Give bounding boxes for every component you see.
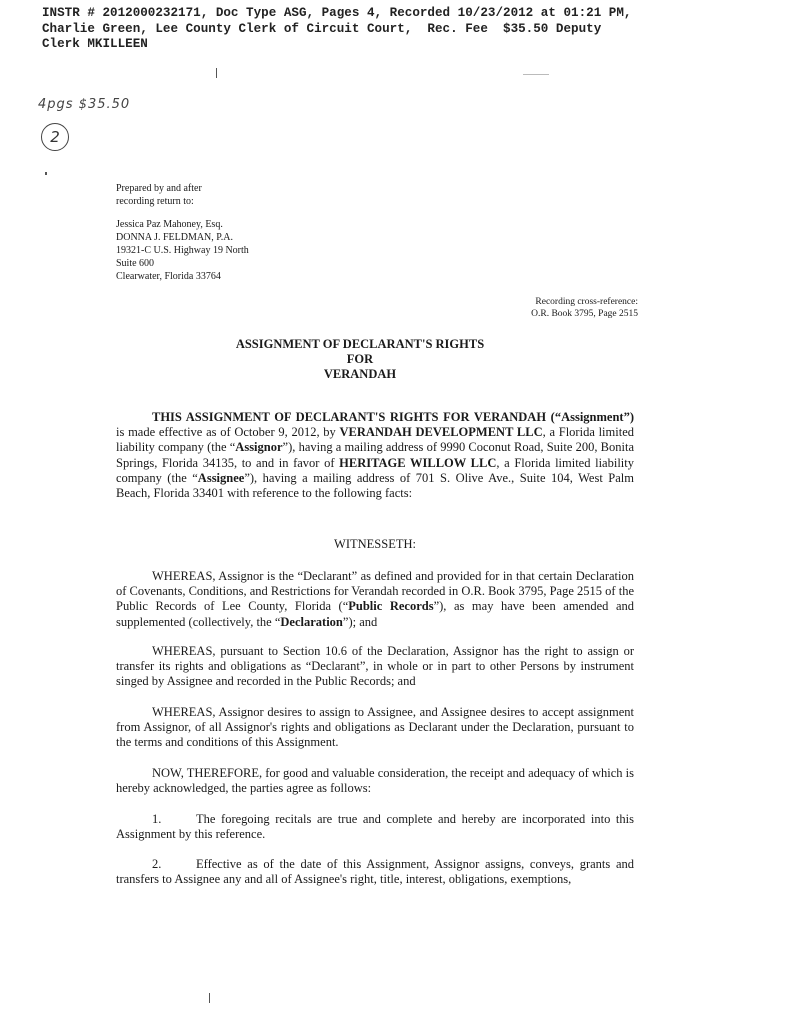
public-records-term: Public Records	[348, 599, 434, 614]
intro-text: ”), having a mailing address of 9990 Coconut Road, Suite 200, Bonita Springs, Florida 34135, to and in favor of	[116, 440, 634, 470]
prepared-by-block	[116, 182, 376, 208]
assignment-term: (“Assignment”)	[550, 410, 634, 424]
clause-1	[116, 812, 634, 842]
intro-text: , a Florida limited liability company (the “	[116, 455, 634, 485]
stamp-line-1: INSTR # 2012000232171, Doc Type ASG, Pages 4, Recorded 10/23/2012 at 01:21 PM,	[42, 6, 632, 20]
cross-reference-book: O.R. Book 3795, Page 2515	[531, 309, 638, 319]
clause-text: Effective as of the date of this Assignment, Assignor assigns, conveys, grants and transfers to Assignee any and all of Assignee's right, title, interest, obligations, exemptions,	[116, 857, 634, 887]
now-therefore-paragraph: NOW, THEREFORE, for good and valuable consideration, the receipt and adequacy of which is hereby acknowledged, the parties agree as follows:	[116, 766, 634, 796]
whereas-text: ”), as may have been amended and supplemented (collectively, the “	[116, 599, 634, 629]
clause-number: 1.	[152, 812, 162, 826]
address-line: 19321-C U.S. Highway 19 North	[116, 245, 249, 256]
intro-text: ”), having a mailing address of 701 S. Olive Ave., Suite 104, West Palm Beach, Florida 33401 with reference to the following facts:	[116, 470, 634, 501]
title-line-3: VERANDAH	[323, 367, 397, 381]
address-line: Clearwater, Florida 33764	[116, 271, 221, 282]
assignor-term: Assignor	[235, 440, 283, 455]
address-line: Jessica Paz Mahoney, Esq.	[116, 219, 223, 230]
return-address-block	[116, 218, 376, 283]
clause-text: The foregoing recitals are true and complete and hereby are incorporated into this Assignment by this reference.	[116, 812, 634, 842]
document-title	[150, 337, 570, 382]
assignee-name: HERITAGE WILLOW LLC	[339, 455, 497, 470]
whereas-paragraph-3: WHEREAS, Assignor desires to assign to Assignee, and Assignee desires to accept assignment from Assignor, of all Assignor's rights and obligations as Declarant under the Declaration, pursuant to the terms and conditions of this Assignment.	[116, 705, 634, 750]
stamp-line-2: Charlie Green, Lee County Clerk of Circuit Court, Rec. Fee $35.50 Deputy	[42, 21, 602, 36]
cross-reference	[420, 296, 638, 320]
scan-mark	[209, 993, 210, 1003]
title-line-2: FOR	[346, 352, 374, 366]
declaration-term: Declaration	[280, 614, 343, 629]
scan-mark	[216, 68, 217, 78]
clause-number: 2.	[152, 857, 162, 871]
handwritten-circled-number: 2	[41, 123, 69, 151]
intro-text: is made effective as of October 9, 2012, by	[116, 425, 340, 440]
prepared-by-line-1: Prepared by and after	[116, 183, 202, 194]
address-line: DONNA J. FELDMAN, P.A.	[116, 232, 233, 243]
stamp-line-3: Clerk MKILLEEN	[42, 37, 148, 51]
scan-mark	[523, 74, 549, 75]
assignee-term: Assignee	[197, 470, 245, 485]
intro-lead: THIS ASSIGNMENT OF DECLARANT'S RIGHTS FOR VERANDAH	[152, 410, 547, 424]
prepared-by-line-2: recording return to:	[116, 196, 194, 207]
address-line: Suite 600	[116, 258, 155, 269]
scan-mark	[45, 172, 47, 175]
intro-text: , a Florida limited liability company (the “	[116, 425, 635, 455]
handwritten-fee-note: 4pgs $35.50	[38, 97, 131, 112]
whereas-paragraph-2: WHEREAS, pursuant to Section 10.6 of the Declaration, Assignor has the right to assign or transfer its rights and obligations as “Declarant”, in whole or in part to other Persons by instrument singed by Assignee and recorded in the Public Records; and	[116, 644, 634, 689]
whereas-text: WHEREAS, Assignor is the “Declarant” as defined and provided for in that certain Declaration of Covenants, Conditions, and Restrictions for Verandah recorded in O.R. Book 3795, Page 2515 of the Public Records of Lee County, Florida (“	[116, 569, 634, 614]
witnesseth-heading: WITNESSETH:	[334, 537, 416, 551]
title-line-1: ASSIGNMENT OF DECLARANT'S RIGHTS	[235, 337, 485, 351]
cross-reference-label: Recording cross-reference:	[535, 297, 638, 307]
intro-paragraph	[116, 410, 634, 501]
whereas-text: ”); and	[342, 614, 378, 629]
recording-stamp	[42, 6, 782, 53]
clause-2	[116, 857, 634, 887]
whereas-paragraph-1	[116, 569, 634, 630]
assignor-name: VERANDAH DEVELOPMENT LLC	[339, 425, 543, 440]
